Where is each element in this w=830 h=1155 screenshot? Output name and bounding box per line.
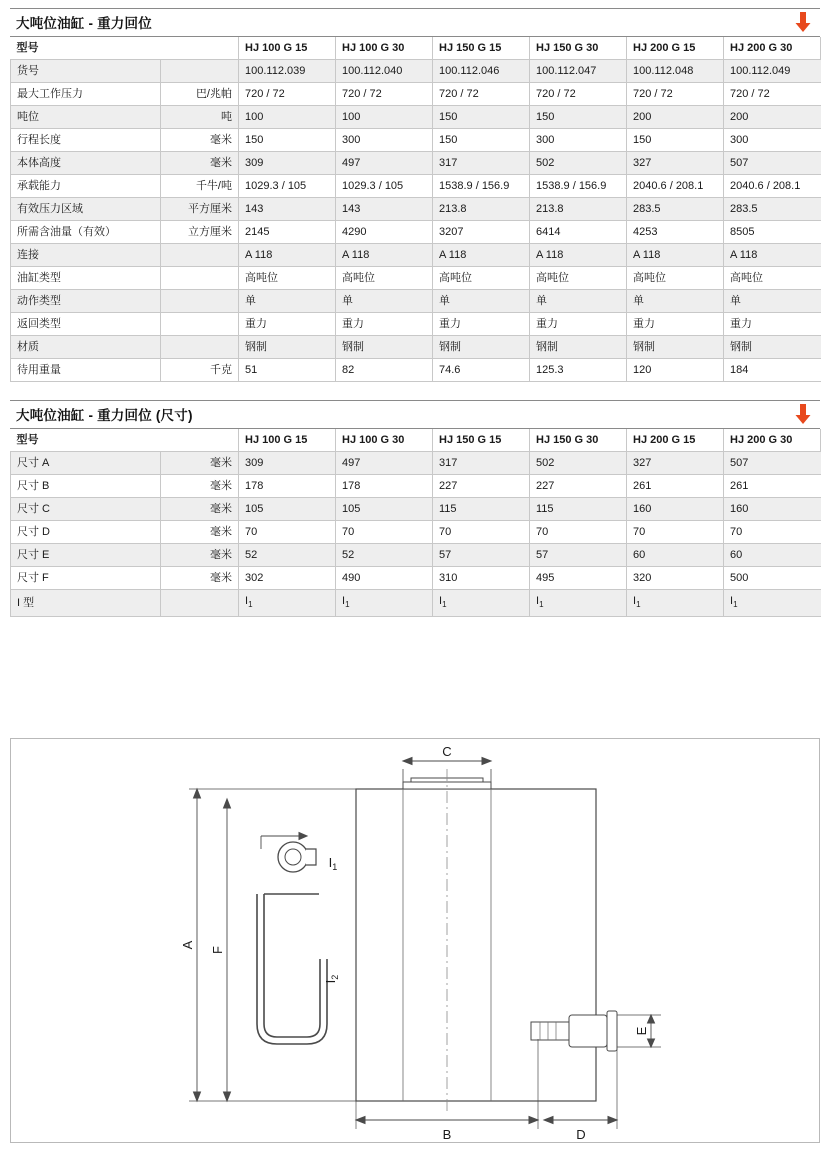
row-label: 尺寸 E bbox=[11, 544, 161, 567]
row-value: 70 bbox=[627, 521, 724, 544]
spec-block-main bbox=[10, 8, 820, 382]
row-value: 57 bbox=[433, 544, 530, 567]
row-label: I 型 bbox=[11, 590, 161, 617]
row-value: 507 bbox=[724, 152, 821, 175]
label-c: C bbox=[442, 744, 452, 759]
table-row bbox=[11, 83, 821, 106]
row-label: 待用重量 bbox=[11, 359, 161, 382]
row-label: 所需含油量（有效） bbox=[11, 221, 161, 244]
block-title-dimensions: 大吨位油缸 - 重力回位 (尺寸) bbox=[16, 408, 193, 423]
row-label: 动作类型 bbox=[11, 290, 161, 313]
row-value: 高吨位 bbox=[724, 267, 821, 290]
row-value: 重力 bbox=[336, 313, 433, 336]
arrowhead-c-right bbox=[482, 758, 491, 765]
row-unit: 千克 bbox=[161, 359, 239, 382]
row-label: 本体高度 bbox=[11, 152, 161, 175]
table-row bbox=[11, 198, 821, 221]
row-value: 100.112.039 bbox=[239, 60, 336, 83]
row-value: 213.8 bbox=[530, 198, 627, 221]
spec-block-dimensions bbox=[10, 400, 820, 617]
row-value: 100.112.049 bbox=[724, 60, 821, 83]
row-value: 重力 bbox=[239, 313, 336, 336]
header-model-2: HJ 100 G 30 bbox=[336, 37, 433, 60]
label-i1: $I_1$ bbox=[328, 855, 338, 872]
row-value: 单 bbox=[239, 290, 336, 313]
table-row bbox=[11, 129, 821, 152]
row-value: 单 bbox=[530, 290, 627, 313]
row-value: 52 bbox=[239, 544, 336, 567]
row-value: 82 bbox=[336, 359, 433, 382]
row-value: 309 bbox=[239, 452, 336, 475]
row-value: 261 bbox=[724, 475, 821, 498]
row-value: 720 / 72 bbox=[336, 83, 433, 106]
row-value: 720 / 72 bbox=[433, 83, 530, 106]
row-unit: 吨 bbox=[161, 106, 239, 129]
technical-drawing bbox=[10, 738, 820, 1143]
row-value: 283.5 bbox=[724, 198, 821, 221]
row-value: 钢制 bbox=[336, 336, 433, 359]
row-value: 317 bbox=[433, 452, 530, 475]
table-row bbox=[11, 590, 821, 617]
row-value-i-type: $I_1$ bbox=[336, 590, 433, 617]
row-value: 120 bbox=[627, 359, 724, 382]
row-value: 2040.6 / 208.1 bbox=[724, 175, 821, 198]
row-value: 720 / 72 bbox=[530, 83, 627, 106]
row-value: 310 bbox=[433, 567, 530, 590]
row-unit bbox=[161, 290, 239, 313]
row-value: 74.6 bbox=[433, 359, 530, 382]
row-value: 317 bbox=[433, 152, 530, 175]
row-value: 100 bbox=[239, 106, 336, 129]
row-value: 3207 bbox=[433, 221, 530, 244]
row-value: 100.112.046 bbox=[433, 60, 530, 83]
row-value: 261 bbox=[627, 475, 724, 498]
row-unit bbox=[161, 244, 239, 267]
carry-handle-outer bbox=[257, 894, 327, 1044]
row-value: 60 bbox=[724, 544, 821, 567]
row-value: 150 bbox=[239, 129, 336, 152]
row-label: 尺寸 B bbox=[11, 475, 161, 498]
table-row bbox=[11, 567, 821, 590]
row-value: A 118 bbox=[627, 244, 724, 267]
row-value: 309 bbox=[239, 152, 336, 175]
row-unit bbox=[161, 590, 239, 617]
row-value: 200 bbox=[724, 106, 821, 129]
row-value: 227 bbox=[530, 475, 627, 498]
label-b: B bbox=[442, 1127, 452, 1142]
subscript-1: 1 bbox=[539, 600, 544, 610]
row-value: 160 bbox=[724, 498, 821, 521]
row-value: 502 bbox=[530, 152, 627, 175]
port-end-cap bbox=[607, 1011, 617, 1051]
row-value: 495 bbox=[530, 567, 627, 590]
row-unit: 立方厘米 bbox=[161, 221, 239, 244]
row-value: 327 bbox=[627, 452, 724, 475]
header-model: 型号 bbox=[11, 429, 239, 452]
port-coupler bbox=[569, 1015, 607, 1047]
header-model-1: HJ 100 G 15 bbox=[239, 37, 336, 60]
label-i1-sub: 1 bbox=[332, 862, 338, 872]
row-value: 重力 bbox=[433, 313, 530, 336]
header-model-5: HJ 200 G 15 bbox=[627, 37, 724, 60]
table-row bbox=[11, 175, 821, 198]
row-value: 重力 bbox=[724, 313, 821, 336]
row-value: 钢制 bbox=[724, 336, 821, 359]
table-row bbox=[11, 336, 821, 359]
row-value-i-type: $I_1$ bbox=[530, 590, 627, 617]
row-value: A 118 bbox=[239, 244, 336, 267]
row-value: 115 bbox=[530, 498, 627, 521]
table-header-row bbox=[11, 37, 821, 60]
row-value: 1538.9 / 156.9 bbox=[530, 175, 627, 198]
port-neck bbox=[531, 1022, 569, 1040]
block-title: 大吨位油缸 - 重力回位 bbox=[16, 16, 152, 31]
row-value-i-type: $I_1$ bbox=[433, 590, 530, 617]
row-value: 300 bbox=[336, 129, 433, 152]
row-value: 497 bbox=[336, 452, 433, 475]
row-unit: 毫米 bbox=[161, 152, 239, 175]
row-value: 150 bbox=[433, 129, 530, 152]
row-unit bbox=[161, 336, 239, 359]
row-value: 283.5 bbox=[627, 198, 724, 221]
lifting-eye-bracket bbox=[306, 849, 316, 865]
carry-handle bbox=[264, 894, 320, 1037]
row-value: 150 bbox=[627, 129, 724, 152]
row-value: A 118 bbox=[433, 244, 530, 267]
arrowhead-e-top bbox=[648, 1015, 655, 1023]
row-value: 单 bbox=[433, 290, 530, 313]
row-value: 70 bbox=[336, 521, 433, 544]
row-value: 502 bbox=[530, 452, 627, 475]
subscript-1: 1 bbox=[733, 600, 738, 610]
header-model-3: HJ 150 G 15 bbox=[433, 37, 530, 60]
table-row bbox=[11, 267, 821, 290]
row-value: 高吨位 bbox=[433, 267, 530, 290]
row-value: 720 / 72 bbox=[724, 83, 821, 106]
row-label: 最大工作压力 bbox=[11, 83, 161, 106]
header-model-4: HJ 150 G 30 bbox=[530, 37, 627, 60]
row-value: 115 bbox=[433, 498, 530, 521]
row-value: 507 bbox=[724, 452, 821, 475]
row-value: 490 bbox=[336, 567, 433, 590]
row-value: 2040.6 / 208.1 bbox=[627, 175, 724, 198]
row-value: 160 bbox=[627, 498, 724, 521]
row-unit: 毫米 bbox=[161, 567, 239, 590]
header-model-5: HJ 200 G 15 bbox=[627, 429, 724, 452]
row-value: 重力 bbox=[627, 313, 724, 336]
header-model-4: HJ 150 G 30 bbox=[530, 429, 627, 452]
table-row bbox=[11, 475, 821, 498]
row-value: 105 bbox=[336, 498, 433, 521]
table-row bbox=[11, 244, 821, 267]
row-value: 1029.3 / 105 bbox=[239, 175, 336, 198]
row-label: 尺寸 D bbox=[11, 521, 161, 544]
table-row bbox=[11, 152, 821, 175]
header-model-6: HJ 200 G 30 bbox=[724, 37, 821, 60]
row-unit: 巴/兆帕 bbox=[161, 83, 239, 106]
subscript-1: 1 bbox=[442, 600, 447, 610]
row-value: 500 bbox=[724, 567, 821, 590]
table-row bbox=[11, 498, 821, 521]
row-label: 承载能力 bbox=[11, 175, 161, 198]
row-value: 4253 bbox=[627, 221, 724, 244]
row-unit: 毫米 bbox=[161, 129, 239, 152]
row-value: 100.112.040 bbox=[336, 60, 433, 83]
row-unit: 千牛/吨 bbox=[161, 175, 239, 198]
row-value: 钢制 bbox=[627, 336, 724, 359]
row-value: 143 bbox=[239, 198, 336, 221]
row-value-i-type: $I_1$ bbox=[724, 590, 821, 617]
row-value: A 118 bbox=[336, 244, 433, 267]
row-label: 货号 bbox=[11, 60, 161, 83]
row-value: 8505 bbox=[724, 221, 821, 244]
header-model-3: HJ 150 G 15 bbox=[433, 429, 530, 452]
arrowhead-f-bottom bbox=[224, 1092, 231, 1101]
row-value: 70 bbox=[433, 521, 530, 544]
spec-table-main bbox=[10, 37, 821, 382]
row-value: 60 bbox=[627, 544, 724, 567]
row-value: 高吨位 bbox=[627, 267, 724, 290]
cylinder-body bbox=[356, 789, 596, 1101]
table-row bbox=[11, 359, 821, 382]
row-value: 213.8 bbox=[433, 198, 530, 221]
row-value: 200 bbox=[627, 106, 724, 129]
spec-table-dimensions bbox=[10, 429, 821, 617]
row-value: 300 bbox=[530, 129, 627, 152]
leader-eye-arrowhead bbox=[299, 833, 307, 840]
table-row bbox=[11, 452, 821, 475]
row-value: 51 bbox=[239, 359, 336, 382]
subscript-1: 1 bbox=[345, 600, 350, 610]
row-value: 150 bbox=[530, 106, 627, 129]
arrow-down-icon bbox=[794, 12, 812, 32]
label-i2: $I_2$ bbox=[323, 974, 340, 984]
row-value: 52 bbox=[336, 544, 433, 567]
row-value: 100.112.048 bbox=[627, 60, 724, 83]
header-model-6: HJ 200 G 30 bbox=[724, 429, 821, 452]
cylinder-drawing-svg bbox=[11, 739, 819, 1142]
row-unit: 平方厘米 bbox=[161, 198, 239, 221]
row-value: 143 bbox=[336, 198, 433, 221]
row-label: 油缸类型 bbox=[11, 267, 161, 290]
row-value: A 118 bbox=[724, 244, 821, 267]
row-value: 单 bbox=[724, 290, 821, 313]
row-label: 吨位 bbox=[11, 106, 161, 129]
row-value: 327 bbox=[627, 152, 724, 175]
header-model-2: HJ 100 G 30 bbox=[336, 429, 433, 452]
label-f: F bbox=[210, 946, 225, 954]
row-value: 高吨位 bbox=[530, 267, 627, 290]
row-value: 57 bbox=[530, 544, 627, 567]
row-value: 150 bbox=[433, 106, 530, 129]
row-value: A 118 bbox=[530, 244, 627, 267]
row-value: 6414 bbox=[530, 221, 627, 244]
arrowhead-f-top bbox=[224, 799, 231, 808]
row-unit bbox=[161, 60, 239, 83]
label-a: A bbox=[180, 940, 195, 950]
table-header-row bbox=[11, 429, 821, 452]
row-value: 497 bbox=[336, 152, 433, 175]
label-i2-sub: 2 bbox=[330, 974, 340, 980]
arrowhead-c-left bbox=[403, 758, 412, 765]
arrowhead-a-top bbox=[194, 789, 201, 798]
row-label: 材质 bbox=[11, 336, 161, 359]
row-value: 720 / 72 bbox=[627, 83, 724, 106]
header-model: 型号 bbox=[11, 37, 239, 60]
row-label: 返回类型 bbox=[11, 313, 161, 336]
row-value: 302 bbox=[239, 567, 336, 590]
row-value: 4290 bbox=[336, 221, 433, 244]
row-value: 178 bbox=[336, 475, 433, 498]
row-value: 320 bbox=[627, 567, 724, 590]
table-row bbox=[11, 521, 821, 544]
row-unit: 毫米 bbox=[161, 544, 239, 567]
row-value: 178 bbox=[239, 475, 336, 498]
row-value: 720 / 72 bbox=[239, 83, 336, 106]
arrowhead-a-bottom bbox=[194, 1092, 201, 1101]
row-value: 100 bbox=[336, 106, 433, 129]
row-value: 重力 bbox=[530, 313, 627, 336]
arrow-down-icon bbox=[794, 404, 812, 424]
row-value: 300 bbox=[724, 129, 821, 152]
row-value: 70 bbox=[724, 521, 821, 544]
row-label: 尺寸 C bbox=[11, 498, 161, 521]
table-row bbox=[11, 221, 821, 244]
row-unit: 毫米 bbox=[161, 452, 239, 475]
row-value: 100.112.047 bbox=[530, 60, 627, 83]
row-value: 高吨位 bbox=[239, 267, 336, 290]
row-value: 70 bbox=[239, 521, 336, 544]
row-value: 钢制 bbox=[239, 336, 336, 359]
row-unit: 毫米 bbox=[161, 521, 239, 544]
row-value: 227 bbox=[433, 475, 530, 498]
table-row bbox=[11, 313, 821, 336]
row-value: 70 bbox=[530, 521, 627, 544]
row-label: 尺寸 A bbox=[11, 452, 161, 475]
row-value-i-type: $I_1$ bbox=[239, 590, 336, 617]
row-label: 有效压力区域 bbox=[11, 198, 161, 221]
subscript-1: 1 bbox=[248, 600, 253, 610]
row-label: 行程长度 bbox=[11, 129, 161, 152]
arrowhead-d-left bbox=[544, 1117, 553, 1124]
row-value: 高吨位 bbox=[336, 267, 433, 290]
label-d: D bbox=[576, 1127, 586, 1142]
row-unit bbox=[161, 267, 239, 290]
row-value: 1029.3 / 105 bbox=[336, 175, 433, 198]
row-label: 连接 bbox=[11, 244, 161, 267]
arrowhead-b-right bbox=[529, 1117, 538, 1124]
row-value: 单 bbox=[336, 290, 433, 313]
block-header bbox=[10, 8, 820, 37]
table-row bbox=[11, 290, 821, 313]
row-value: 钢制 bbox=[433, 336, 530, 359]
row-unit: 毫米 bbox=[161, 498, 239, 521]
table-row bbox=[11, 60, 821, 83]
row-value: 1538.9 / 156.9 bbox=[433, 175, 530, 198]
row-value: 钢制 bbox=[530, 336, 627, 359]
label-e: E bbox=[634, 1026, 649, 1036]
row-value: 2145 bbox=[239, 221, 336, 244]
row-value: 105 bbox=[239, 498, 336, 521]
row-value: 184 bbox=[724, 359, 821, 382]
arrowhead-e-bottom bbox=[648, 1039, 655, 1047]
arrowhead-d-right bbox=[608, 1117, 617, 1124]
subscript-1: 1 bbox=[636, 600, 641, 610]
table-row bbox=[11, 544, 821, 567]
table-row bbox=[11, 106, 821, 129]
row-label: 尺寸 F bbox=[11, 567, 161, 590]
block-header-dimensions bbox=[10, 400, 820, 429]
header-model-1: HJ 100 G 15 bbox=[239, 429, 336, 452]
row-value: 单 bbox=[627, 290, 724, 313]
lifting-eye-inner bbox=[285, 849, 301, 865]
row-value-i-type: $I_1$ bbox=[627, 590, 724, 617]
row-unit: 毫米 bbox=[161, 475, 239, 498]
row-unit bbox=[161, 313, 239, 336]
row-value: 125.3 bbox=[530, 359, 627, 382]
arrowhead-b-left bbox=[356, 1117, 365, 1124]
